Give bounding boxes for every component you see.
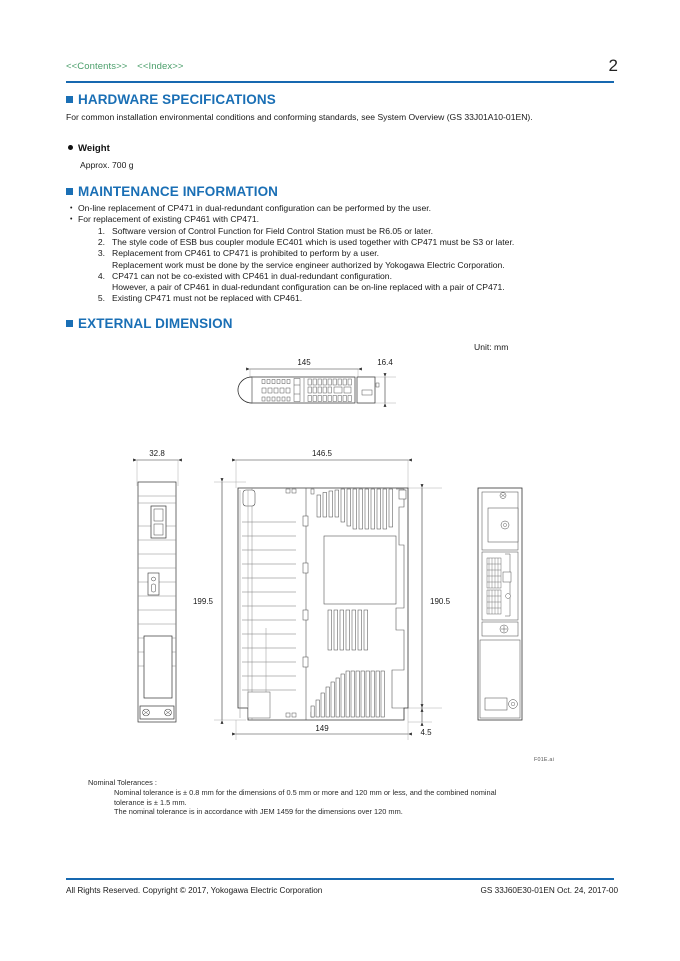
figure-caption: F01E.ai: [534, 757, 554, 763]
dimension-146-5: 146.5: [311, 449, 333, 458]
list-item-index: 4.: [97, 270, 105, 281]
tolerance-line: Nominal tolerance is ± 0.8 mm for the dimensions of 0.5 mm or more and 120 mm or less, and the combined nominal: [114, 788, 497, 798]
maintenance-bullet-list: [70, 203, 615, 225]
heading-hardware-specifications: [66, 92, 276, 107]
dimension-4-5: 4.5: [420, 728, 432, 737]
subheading-weight: [68, 143, 110, 154]
maintenance-numbered-list: [70, 226, 615, 304]
list-item-index: 5.: [97, 293, 105, 304]
footer-document-code: GS 33J60E30-01EN Oct. 24, 2017-00: [480, 886, 618, 895]
list-item-line: Software version of Control Function for Field Control Station must be R6.05 or later.: [112, 226, 433, 236]
hardware-intro-text: For common installation environmental conditions and conforming standards, see System Overview (GS 33J01A10-01EN).: [66, 112, 533, 122]
list-item: [92, 293, 615, 304]
dimension-16-4: 16.4: [377, 358, 393, 367]
index-link[interactable]: <<Index>>: [137, 61, 184, 72]
heading-external-dimension-label: EXTERNAL DIMENSION: [78, 316, 233, 331]
weight-value: Approx. 700 g: [80, 160, 134, 170]
list-item-line: Replacement from CP461 to CP471 is prohibited to perform by a user.: [112, 248, 380, 259]
list-item: [92, 237, 615, 248]
dimension-190-5: 190.5: [430, 597, 451, 606]
list-item-line: The style code of ESB bus coupler module EC401 which is used together with CP471 must be S3 or later.: [112, 237, 515, 248]
tolerance-line: The nominal tolerance is in accordance with JEM 1459 for the dimensions over 120 mm.: [114, 807, 403, 817]
list-item-line: Existing CP471 must not be replaced with CP461.: [112, 293, 303, 304]
footer-copyright: All Rights Reserved. Copyright © 2017, Yokogawa Electric Corporation: [66, 886, 323, 895]
dimension-32-8: 32.8: [149, 449, 165, 458]
list-item: [92, 226, 615, 237]
footer-divider: [66, 878, 614, 880]
dimension-145: 145: [297, 358, 311, 367]
heading-external-dimension: [66, 316, 233, 331]
nominal-tolerances-note: [88, 778, 608, 817]
list-item: • For replacement of existing CP461 with CP471.: [70, 214, 615, 225]
external-dimension-drawing: [0, 340, 680, 760]
tolerance-title: Nominal Tolerances :: [88, 778, 157, 787]
dimension-149: 149: [315, 724, 329, 733]
list-item-index: 3.: [97, 248, 105, 259]
list-item-line: CP471 can not be co-existed with CP461 in dual-redundant configuration.: [112, 270, 392, 281]
list-item: [92, 271, 615, 293]
weight-label: Weight: [78, 143, 110, 154]
round-bullet-icon: [68, 145, 73, 150]
list-item-index: 2.: [97, 237, 105, 248]
list-item-line: However, a pair of CP461 in dual-redundant configuration can be on-line replaced with a pair of CP471.: [112, 282, 505, 293]
contents-link[interactable]: <<Contents>>: [66, 61, 128, 72]
heading-maintenance-label: MAINTENANCE INFORMATION: [78, 184, 279, 199]
square-bullet-icon: [66, 188, 73, 195]
list-item: [92, 248, 615, 270]
heading-maintenance-information: [66, 184, 278, 199]
list-item: • On-line replacement of CP471 in dual-redundant configuration can be performed by the user.: [70, 203, 615, 214]
unit-label: Unit: mm: [474, 342, 509, 352]
list-item-index: 1.: [97, 226, 105, 236]
square-bullet-icon: [66, 96, 73, 103]
page-number: 2: [608, 56, 618, 75]
heading-hardware-label: HARDWARE SPECIFICATIONS: [78, 92, 276, 107]
header-divider: [66, 81, 614, 83]
tolerance-line: tolerance is ± 1.5 mm.: [114, 797, 187, 807]
list-item-line: Replacement work must be done by the service engineer authorized by Yokogawa Electric Corporation.: [112, 259, 505, 270]
square-bullet-icon: [66, 320, 73, 327]
dimension-199-5: 199.5: [192, 597, 213, 606]
navigation-links: [66, 61, 191, 72]
